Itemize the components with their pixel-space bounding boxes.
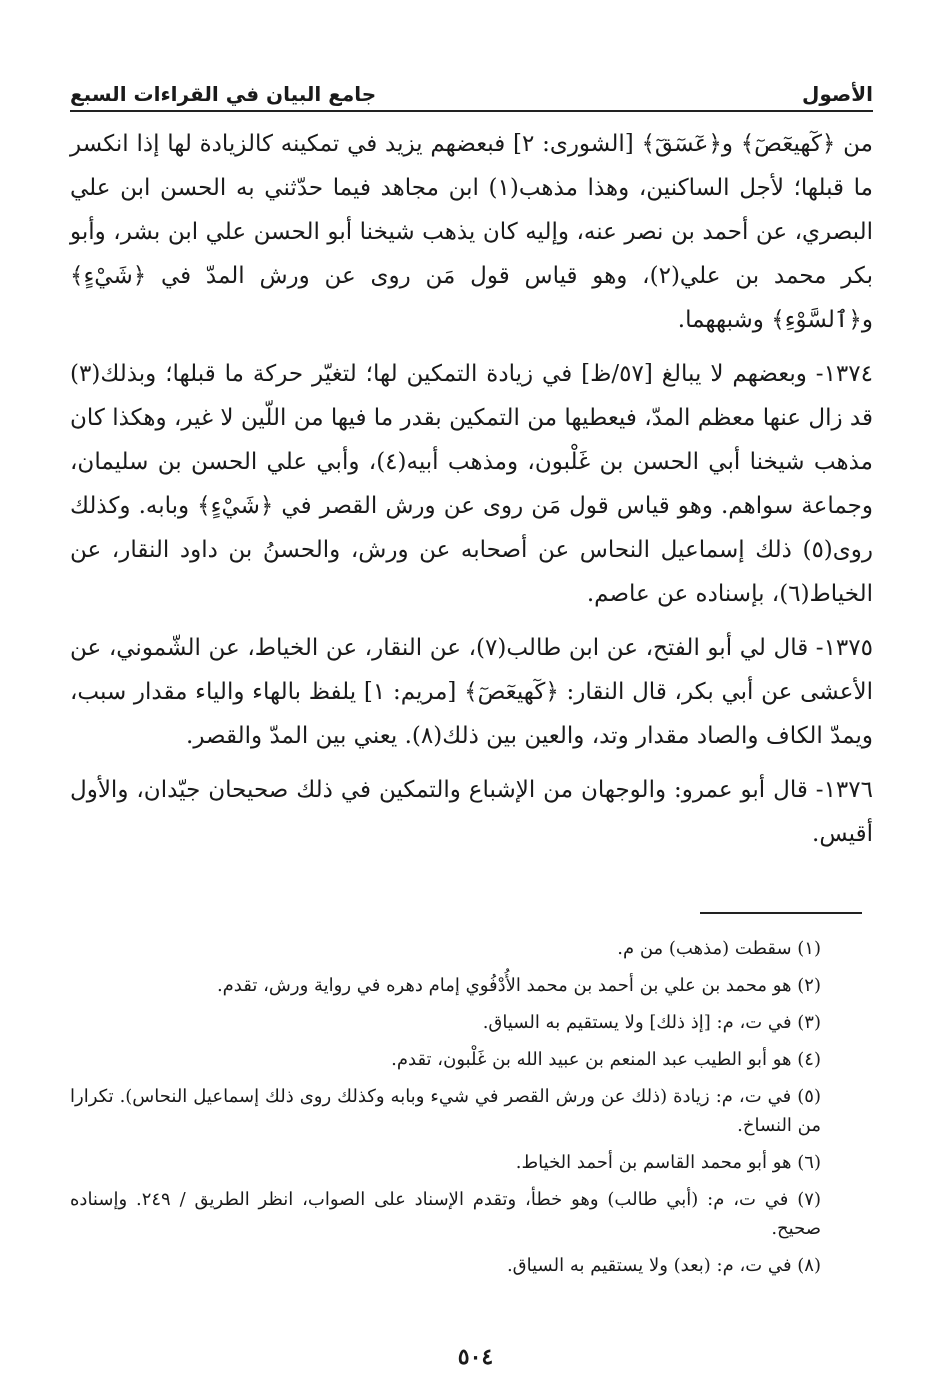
paragraph: ١٣٧٤- وبعضهم لا يبالغ [٥٧/ظ] في زيادة التمكين لها؛ لتغيّر حركة ما قبلها؛ وبذلك(٣) قد زال عنها معظم المدّ، فيعطيها من التمكين بقدر ما فيها من اللّين لا غير، وهكذا كان مذهب شيخنا أبي الحسن بن غَلْبون، ومذهب أبيه(٤)، وأبي علي الحسن بن سليمان، وجماعة سواهم. وهو قياس قول مَن روى عن ورش القصر في ﴿شَيْءٍ﴾ وبابه. وكذلك روى(٥) ذلك إسماعيل النحاس عن أصحابه عن ورش، والحسنُ بن داود النقار، عن الخياط(٦)، بإسناده عن عاصم. [70,361,874,607]
main-text [70,122,873,866]
footnote: (١) سقطت (مذهب) من م. [617,938,821,959]
footnote-separator [700,912,862,914]
paragraph: ١٣٧٦- قال أبو عمرو: والوجهان من الإشباع والتمكين في ذلك صحيحان جيّدان، والأول أقيس. [70,777,873,847]
footnote: (٨) في ت، م: (بعد) ولا يستقيم به السياق. [506,1255,821,1276]
footnote: (٧) في ت، م: (أبي طالب) وهو خطأ، وتقدم الإسناد على الصواب، انظر الطريق / ٢٤٩. وإسناده صحيح. [70,1189,821,1239]
paragraph: من ﴿كٓهيعٓصٓ﴾ و﴿عٓسٓقٓ﴾ [الشورى: ٢] فبعضهم يزيد في تمكينه كالزيادة لها إذا انكسر ما قبلها؛ لأجل الساكنين، وهذا مذهب(١) ابن مجاهد فيما حدّثني به الحسن ابن علي البصري، عن أحمد بن نصر عنه، وإليه كان يذهب شيخنا أبو الحسن علي ابن بشر، وأبو بكر محمد بن علي(٢)، وهو قياس قول مَن روى عن ورش المدّ في ﴿شَيْءٍ﴾ و﴿ٱلسَّوْءِ﴾ وشبههما. [70,131,873,333]
book-title: جامع البيان في القراءات السبع [70,82,377,106]
page-number: ٥٠٤ [457,1344,494,1370]
paragraph: ١٣٧٥- قال لي أبو الفتح، عن ابن طالب(٧)، عن النقار، عن الخياط، عن الشّموني، عن الأعشى عن أبي بكر، قال النقار: ﴿كٓهيعٓصٓ﴾ [مريم: ١] يلفظ بالهاء والياء مقدار سبب، ويمدّ الكاف والصاد مقدار وتد، والعين بين ذلك(٨). يعني بين المدّ والقصر. [70,635,873,749]
footnote: (٢) هو محمد بن علي بن أحمد بن محمد الأُدْفُوي إمام دهره في رواية ورش، تقدم. [216,975,821,996]
section-title: الأصول [802,82,873,106]
footnote: (٦) هو أبو محمد القاسم بن أحمد الخياط. [515,1152,821,1173]
running-header [70,66,873,112]
footnote: (٥) في ت، م: زيادة (ذلك عن ورش القصر في شيء وبابه وكذلك روى ذلك إسماعيل النحاس). تكرارا من النساخ. [70,1086,821,1136]
footnote: (٣) في ت، م: [إذ ذلك] ولا يستقيم به السياق. [482,1012,821,1033]
footnote: (٤) هو أبو الطيب عبد المنعم بن عبيد الله بن غَلْبون، تقدم. [391,1049,821,1070]
footnotes [70,934,821,1288]
